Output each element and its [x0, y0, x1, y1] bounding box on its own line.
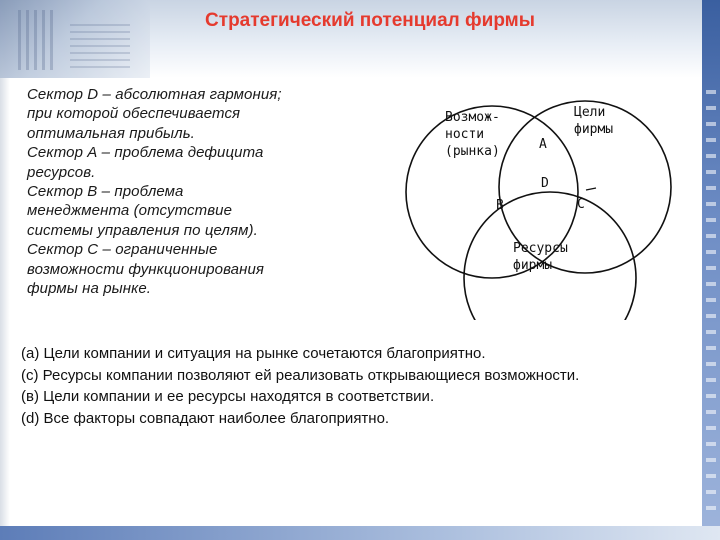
bottom-band: [0, 526, 720, 540]
sector-c-label: C: [577, 197, 585, 212]
legend-item: (а) Цели компании и ситуация на рынке сочетаются благоприятно.: [21, 345, 486, 362]
venn-diagram: [400, 90, 690, 320]
sector-line: фирмы на рынке.: [27, 280, 152, 298]
legend-item: (d) Все факторы совпадают наиболее благоприятно.: [21, 409, 390, 427]
label-opportunities-line1: Возмож-: [445, 110, 500, 125]
legend-list: [21, 343, 661, 429]
header-decoration-image: [0, 0, 150, 78]
sector-line: при которой обеспечивается: [27, 105, 241, 123]
right-decorative-strip: [702, 0, 720, 540]
sector-d-label: D: [541, 176, 549, 191]
sector-line: Сектор А – проблема дефицита: [27, 144, 264, 162]
label-opportunities-line2: ности: [445, 127, 485, 142]
label-resources-line2: фирмы: [513, 258, 553, 273]
label-opportunities-line3: (рынка): [445, 144, 500, 159]
legend-item: (с) Ресурсы компании позволяют ей реализовать открывающиеся возможности.: [21, 366, 580, 384]
sector-line: ресурсов.: [27, 163, 96, 181]
legend-item: (в) Цели компании и ее ресурсы находятся в соответствии.: [21, 388, 435, 405]
label-goals-line2: фирмы: [574, 122, 614, 137]
right-strip-pattern: [706, 90, 716, 510]
label-goals-line1: Цели: [574, 105, 606, 120]
sector-line: Сектор D – абсолютная гармония;: [27, 86, 282, 103]
sector-line: системы управления по целям).: [27, 221, 258, 239]
sector-a-label: A: [539, 137, 547, 152]
venn-circles: [400, 90, 690, 320]
sector-line: возможности функционирования: [27, 260, 265, 278]
sector-line: оптимальная прибыль.: [27, 124, 195, 142]
sector-line: Сектор В – проблема: [27, 183, 184, 201]
sector-description: [27, 85, 387, 298]
page-title: Стратегический потенциал фирмы: [205, 10, 535, 31]
sector-line: менеджмента (отсутствие: [27, 202, 233, 220]
tick-mark: [586, 188, 596, 190]
label-resources-line1: Ресурсы: [513, 241, 568, 256]
sector-line: Сектор С – ограниченные: [27, 241, 218, 259]
left-edge-decoration: [0, 78, 10, 526]
sector-b-label: B: [496, 198, 504, 213]
